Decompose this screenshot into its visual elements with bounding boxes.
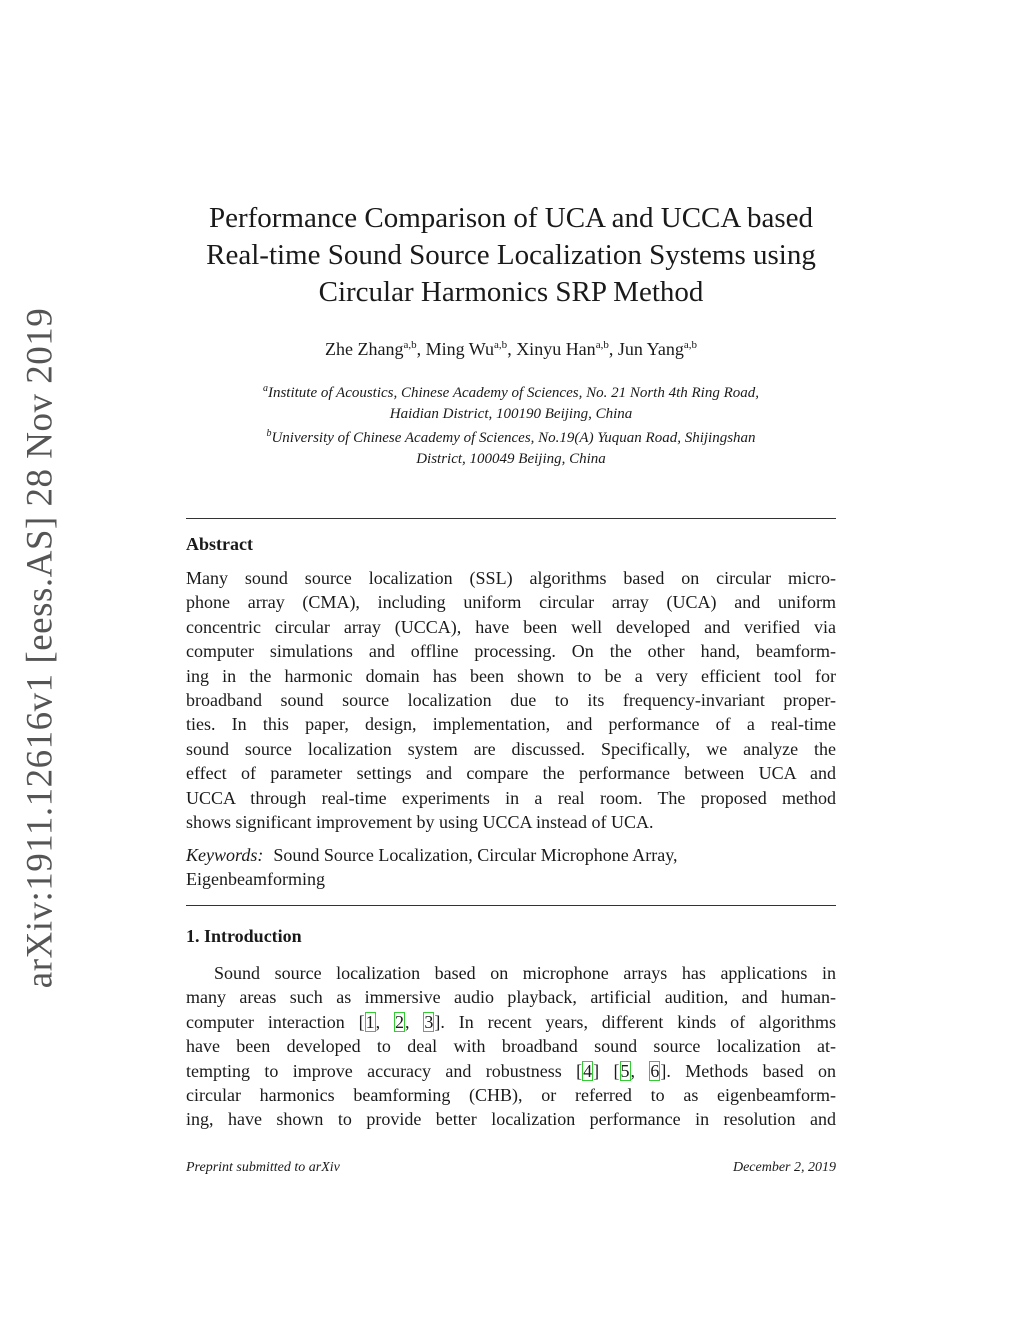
affiliations	[186, 379, 836, 469]
abstract-line: ing in the harmonic domain has been shown to be a very efficient tool for	[186, 665, 836, 686]
abstract-line: phone array (CMA), including uniform circular array (UCA) and uniform	[186, 592, 836, 613]
citation-link[interactable]: 6	[650, 1060, 660, 1081]
affiliation-a-line: Haidian District, 100190 Beijing, China	[389, 405, 633, 422]
author-name: Ming Wu	[425, 339, 495, 359]
keywords	[186, 843, 836, 892]
introduction-body	[186, 961, 836, 1132]
intro-line: ing, have shown to provide better localization performance in resolution and	[186, 1109, 836, 1130]
citation-link[interactable]: 1	[365, 1011, 375, 1032]
footer-preprint-note: Preprint submitted to arXiv	[186, 1160, 340, 1175]
author-affiliation-mark: a,b	[683, 339, 697, 351]
abstract-line: effect of parameter settings and compare the performance between UCA and	[186, 763, 836, 784]
author-list: Zhe Zhang$^{a,b}$, Ming Wu$^{a,b}$, Xinyu Han$^{a,b}$, Jun Yang$^{a,b}$	[324, 339, 697, 359]
abstract-line: UCCA through real-time experiments in a real room. The proposed method	[186, 787, 836, 808]
abstract-heading: Abstract	[186, 534, 253, 554]
affiliation-mark: a	[262, 383, 268, 394]
citation-link[interactable]: 3	[424, 1011, 434, 1032]
title-line: Real-time Sound Source Localization Systems using	[206, 239, 816, 271]
author-name: Jun Yang	[617, 339, 684, 359]
affiliation-text: Institute of Acoustics, Chinese Academy of Sciences, No. 21 North 4th Ring Road,	[267, 385, 760, 401]
abstract-body	[186, 566, 836, 834]
title-line: Performance Comparison of UCA and UCCA based	[208, 202, 814, 234]
affiliation-mark: b	[266, 428, 272, 439]
keywords-line	[186, 843, 836, 867]
intro-line: computer interaction [1, 2, 3]. In recent years, different kinds of algorithms	[186, 1011, 836, 1032]
affiliation-b-line: District, 100049 Beijing, China	[416, 450, 606, 467]
abstract-line: computer simulations and offline processing. On the other hand, beamform-	[186, 641, 836, 662]
top-divider	[186, 518, 836, 519]
author-affiliation-mark: a,b	[403, 339, 417, 351]
intro-line: tempting to improve accuracy and robustness [4] [5, 6]. Methods based on	[186, 1060, 836, 1081]
author-affiliation-mark: a,b	[494, 339, 508, 351]
intro-text: . Methods based on	[666, 1060, 836, 1081]
section-heading-introduction: 1. Introduction	[186, 926, 302, 946]
abstract-line: ties. In this paper, design, implementation, and performance of a real-time	[186, 714, 836, 735]
abstract-line: Many sound source localization (SSL) algorithms based on circular micro-	[186, 568, 836, 588]
intro-line: circular harmonics beamforming (CHB), or referred to as eigenbeamform-	[186, 1084, 836, 1105]
intro-line: Sound source localization based on microphone arrays has applications in	[214, 963, 836, 983]
keywords-line: Eigenbeamforming	[186, 869, 325, 890]
paper-title	[186, 200, 836, 311]
keywords-text: Sound Source Localization, Circular Microphone Array,	[273, 845, 678, 865]
bottom-divider	[186, 905, 836, 906]
abstract-line: sound source localization system are discussed. Specifically, we analyze the	[186, 738, 836, 759]
author-name: Zhe Zhang	[324, 339, 404, 359]
author-name: Xinyu Han	[516, 339, 596, 359]
intro-text: computer interaction	[186, 1011, 359, 1032]
arxiv-side-stamp: arXiv:1911.12616v1 [eess.AS] 28 Nov 2019	[19, 307, 61, 989]
citation-link[interactable]: 5	[620, 1060, 630, 1081]
affiliation-b-line	[186, 424, 836, 449]
title-line: Circular Harmonics SRP Method	[318, 276, 704, 308]
citation-link[interactable]: 4	[583, 1060, 593, 1081]
affiliation-text: University of Chinese Academy of Sciences, No.19(A) Yuquan Road, Shijingshan	[271, 430, 756, 446]
intro-line: many areas such as immersive audio playback, artificial audition, and human-	[186, 987, 836, 1008]
page-footer	[186, 1160, 836, 1176]
intro-text: tempting to improve accuracy and robustness	[186, 1060, 577, 1081]
keywords-label: Keywords:	[186, 845, 264, 865]
abstract-line: concentric circular array (UCCA), have been well developed and verified via	[186, 616, 836, 637]
footer-date: December 2, 2019	[732, 1160, 836, 1175]
abstract-line: broadband sound source localization due to its frequency-invariant proper-	[186, 689, 836, 710]
abstract-line: shows significant improvement by using UCCA instead of UCA.	[186, 811, 654, 832]
intro-line: have been developed to deal with broadband sound source localization at-	[186, 1036, 836, 1057]
citation-link[interactable]: 2	[395, 1011, 405, 1032]
affiliation-a-line	[186, 379, 836, 404]
intro-text: . In recent years, different kinds of algorithms	[440, 1011, 836, 1032]
author-affiliation-mark: a,b	[595, 339, 609, 351]
